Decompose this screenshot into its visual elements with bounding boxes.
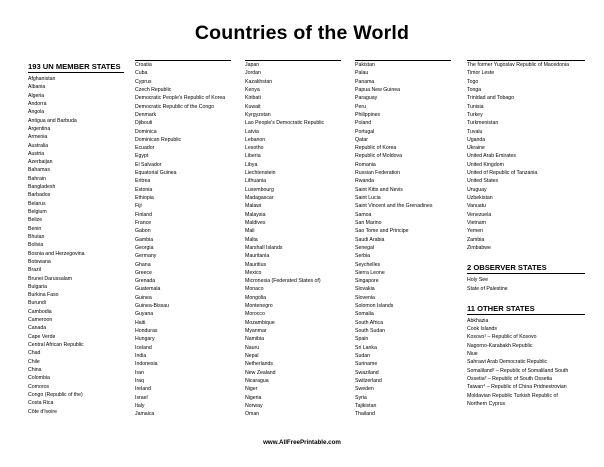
- country-name: Canada: [28, 325, 47, 332]
- country-name: Colombia: [28, 375, 50, 382]
- country-name: Rwanda: [355, 178, 375, 185]
- country-name: Russian Federation: [355, 170, 400, 177]
- country-list: [135, 61, 231, 418]
- country-name: Indonesia: [135, 361, 158, 368]
- country-name: Maldives: [245, 219, 266, 226]
- country-name: Marshall Islands: [245, 244, 283, 251]
- country-name: Northern Cyprus: [467, 400, 506, 407]
- country-name: Netherlands: [245, 361, 273, 368]
- country-name: Ireland: [135, 386, 151, 393]
- country-name: Panama: [355, 78, 375, 85]
- country-name: Abkhazia: [467, 317, 489, 324]
- country-name: Japan: [245, 62, 260, 68]
- country-name: Malawi: [245, 203, 262, 210]
- country-name: Philippines: [355, 111, 381, 118]
- section-rule: [467, 273, 585, 274]
- country-name: El Salvador: [135, 161, 162, 168]
- country-name: Belize: [28, 217, 43, 224]
- country-name: South Africa: [355, 319, 383, 326]
- column-3: [245, 60, 341, 418]
- country-name: Micronesia (Federated States of): [245, 278, 321, 285]
- country-name: Namibia: [245, 336, 265, 343]
- country-name: Solomon Islands: [355, 303, 394, 310]
- country-name: Afghanistan: [28, 76, 56, 82]
- country-name: Malaysia: [245, 211, 266, 218]
- country-name: Israel: [135, 394, 148, 401]
- country-list: [355, 61, 451, 418]
- country-name: Thailand: [355, 411, 375, 418]
- country-name: Dominican Republic: [135, 136, 182, 143]
- country-name: Spain: [355, 336, 369, 343]
- country-name: Romania: [355, 161, 376, 168]
- country-name: State of Palestine: [467, 285, 508, 292]
- section-rule: [467, 314, 585, 315]
- country-name: Cyprus: [135, 78, 152, 85]
- country-name: Republic of Korea: [355, 145, 397, 152]
- country-name: Cape Verde: [28, 333, 56, 340]
- un-member-states-heading: 193 UN MEMBER STATES: [28, 62, 121, 71]
- country-name: Togo: [467, 78, 479, 85]
- country-name: Tajikistan: [355, 402, 377, 409]
- country-name: Liberia: [245, 153, 261, 160]
- country-name: Sri Lanka: [355, 344, 377, 351]
- country-name: Papua New Guinea: [355, 86, 400, 93]
- country-name: Iran: [135, 369, 144, 376]
- other-states-list: [467, 317, 585, 408]
- country-name: Gambia: [135, 236, 154, 243]
- country-name: Luxembourg: [245, 186, 274, 193]
- country-name: Chile: [28, 358, 40, 365]
- country-name: Moldavian Republic Turkish Republic of: [467, 392, 558, 399]
- country-name: San Marino: [355, 219, 382, 226]
- country-name: Democratic People's Republic of Korea: [135, 95, 226, 102]
- country-name: Tunisia: [467, 103, 484, 110]
- country-name: Monaco: [245, 286, 264, 293]
- country-name: Singapore: [355, 278, 379, 285]
- country-name: Italy: [135, 402, 145, 409]
- country-name: Poland: [355, 120, 372, 127]
- country-name: Paraguay: [355, 95, 378, 102]
- country-name: Bahrain: [28, 175, 46, 182]
- country-name: Australia: [28, 142, 49, 149]
- country-name: Austria: [28, 150, 45, 157]
- country-name: Dominica: [135, 128, 157, 135]
- country-name: Mongolia: [245, 294, 267, 301]
- country-name: Equatorial Guinea: [135, 170, 177, 177]
- country-name: Kazakhstan: [245, 78, 273, 85]
- country-name: Georgia: [135, 244, 154, 251]
- country-name: Lesotho: [245, 145, 264, 152]
- country-name: Czech Republic: [135, 86, 172, 93]
- country-name: Uruguay: [467, 186, 487, 193]
- country-name: Finland: [135, 211, 153, 218]
- country-name: Yemen: [467, 228, 483, 235]
- country-name: Ethiopia: [135, 195, 154, 201]
- country-name: Brunei Darussalam: [28, 275, 73, 282]
- country-list: [467, 61, 585, 252]
- country-name: Uganda: [467, 136, 486, 143]
- country-name: Comoros: [28, 383, 50, 390]
- country-name: Vanuatu: [467, 203, 486, 210]
- country-name: Lao People's Democratic Republic: [245, 120, 325, 127]
- country-name: Botswana: [28, 258, 51, 265]
- country-name: Serbia: [355, 253, 370, 260]
- country-name: Holy See: [467, 277, 489, 284]
- country-name: Bulgaria: [28, 283, 48, 290]
- other-states-heading: 11 OTHER STATES: [467, 303, 535, 313]
- page-title: Countries of the World: [194, 22, 410, 44]
- country-list: [28, 75, 124, 416]
- country-name: United States: [467, 178, 499, 185]
- country-name: Bangladesh: [28, 184, 56, 191]
- country-name: Cambodia: [28, 308, 52, 315]
- country-name: Iraq: [135, 377, 144, 384]
- country-name: Trinidad and Tobago: [467, 95, 515, 102]
- country-name: Venezuela: [467, 211, 492, 218]
- country-name: Egypt: [135, 153, 149, 160]
- country-name: Burundi: [28, 300, 46, 307]
- country-name: Uzbekistan: [467, 195, 493, 201]
- country-name: Samoa: [355, 211, 372, 218]
- country-name: Greece: [135, 269, 153, 276]
- country-name: Libya: [245, 161, 258, 168]
- country-name: Portugal: [355, 128, 375, 135]
- country-name: Nauru: [245, 344, 260, 351]
- country-name: Saint Lucia: [355, 195, 381, 201]
- country-name: Republic of Moldova: [355, 153, 403, 160]
- country-name: Bahamas: [28, 167, 50, 174]
- country-name: Saudi Arabia: [355, 236, 385, 243]
- country-name: Slovakia: [355, 286, 375, 293]
- country-name: Haiti: [135, 319, 146, 326]
- footer-url: www.AllFreePrintable.com: [263, 439, 341, 446]
- observer-list: [467, 276, 585, 293]
- country-name: China: [28, 366, 42, 373]
- country-name: Ghana: [135, 261, 151, 268]
- country-name: Côte d'Ivoire: [28, 408, 57, 415]
- country-name: Cuba: [135, 70, 148, 77]
- country-name: Angola: [28, 109, 45, 116]
- country-name: Peru: [355, 103, 366, 110]
- observer-states-heading: 2 OBSERVER STATES: [467, 263, 547, 273]
- country-name: Djibouti: [135, 120, 153, 127]
- country-name: Hungary: [135, 336, 155, 343]
- country-name: Honduras: [135, 328, 158, 334]
- country-name: Liechtenstein: [245, 170, 276, 177]
- country-name: Slovenia: [355, 294, 375, 301]
- country-name: India: [135, 352, 147, 359]
- country-name: Bosnia and Herzegovina: [28, 250, 85, 257]
- country-name: United Arab Emirates: [467, 153, 517, 160]
- country-name: Mozambique: [245, 319, 275, 326]
- country-name: Mauritania: [245, 253, 270, 260]
- country-name: Zambia: [467, 236, 485, 243]
- country-name: Guyana: [135, 311, 154, 318]
- country-name: Estonia: [135, 186, 153, 193]
- country-name: Cook Islands: [467, 326, 497, 333]
- country-name: Denmark: [135, 111, 157, 118]
- country-name: United Kingdom: [467, 161, 504, 168]
- country-name: Tuvalu: [467, 128, 483, 135]
- country-name: Sierra Leone: [355, 269, 385, 276]
- country-name: Morocco: [245, 311, 265, 318]
- country-name: Guinea: [135, 294, 152, 301]
- country-name: Mauritius: [245, 261, 267, 268]
- country-name: France: [135, 219, 152, 226]
- country-name: Azerbaijan: [28, 159, 53, 166]
- country-name: Nagorno-Karabakh Republic: [467, 342, 533, 349]
- country-name: Niue: [467, 351, 478, 358]
- country-name: Barbados: [28, 192, 51, 199]
- country-name: Mali: [245, 228, 255, 235]
- country-name: Malta: [245, 236, 258, 243]
- country-name: Latvia: [245, 128, 259, 135]
- country-name: Iceland: [135, 344, 152, 351]
- country-name: Ossetia³ – Republic of South Ossetia: [467, 376, 553, 382]
- country-name: Albania: [28, 84, 46, 91]
- country-name: Senegal: [355, 244, 375, 251]
- country-name: Cameroon: [28, 317, 53, 324]
- country-name: Costa Rica: [28, 400, 54, 407]
- column-rule: [28, 72, 124, 73]
- country-name: Kiribati: [245, 95, 261, 102]
- country-name: Burkina Faso: [28, 292, 59, 299]
- country-name: Lebanon: [245, 136, 266, 143]
- country-name: Jamaica: [135, 411, 155, 418]
- country-name: Brazil: [28, 267, 41, 274]
- column-1: [28, 60, 124, 416]
- country-name: Saint Vincent and the Grenadines: [355, 203, 433, 210]
- country-name: Niger: [245, 386, 258, 393]
- country-name: Suriname: [355, 361, 378, 368]
- country-name: Lithuania: [245, 178, 267, 185]
- country-name: Taiwan⁴ – Republic of China Pridnestrovian: [467, 384, 567, 391]
- country-name: Croatia: [135, 62, 152, 68]
- country-name: Oman: [245, 411, 260, 418]
- country-name: Pakistan: [355, 62, 375, 68]
- country-name: Belgium: [28, 209, 47, 215]
- country-name: Algeria: [28, 92, 45, 99]
- country-name: Swaziland: [355, 369, 379, 376]
- country-name: Saint Kitts and Nevis: [355, 186, 403, 193]
- country-name: Fiji: [135, 203, 142, 210]
- country-name: Sweden: [355, 386, 374, 393]
- country-name: Argentina: [28, 125, 51, 132]
- country-name: Zimbabwe: [467, 244, 491, 251]
- country-name: Myanmar: [245, 328, 267, 334]
- country-name: Kenya: [245, 86, 260, 93]
- country-name: Sudan: [355, 352, 371, 359]
- country-name: United of Republic of Tanzania: [467, 170, 538, 177]
- country-name: Benin: [28, 225, 42, 232]
- country-name: Gabon: [135, 228, 151, 235]
- country-name: Sao Tome and Principe: [355, 228, 409, 235]
- country-name: Nepal: [245, 352, 259, 359]
- country-name: Sahrawi Arab Democratic Republic: [467, 359, 548, 366]
- country-name: Vietnam: [467, 219, 486, 226]
- country-name: Guatemala: [135, 286, 161, 293]
- country-name: Democratic Republic of the Congo: [135, 103, 215, 110]
- country-name: Turkmenistan: [467, 120, 499, 127]
- country-name: Kosovo¹ – Republic of Kosovo: [467, 334, 537, 341]
- country-name: Armenia: [28, 134, 48, 141]
- country-name: Bolivia: [28, 242, 44, 249]
- country-name: Nicaragua: [245, 377, 269, 384]
- country-name: Turkey: [467, 111, 483, 118]
- column-4: [355, 60, 451, 418]
- country-name: Norway: [245, 402, 263, 409]
- country-name: Somalia: [355, 311, 374, 318]
- country-name: Kuwait: [245, 103, 261, 110]
- country-name: Antigua and Barbuda: [28, 117, 77, 124]
- country-name: Nigeria: [245, 394, 262, 401]
- country-name: Montenegro: [245, 303, 273, 310]
- country-name: Congo (Republic of the): [28, 391, 83, 398]
- country-name: Switzerland: [355, 377, 382, 384]
- country-name: Andorra: [28, 100, 47, 107]
- country-name: Grenada: [135, 278, 156, 285]
- column-2: [135, 60, 231, 418]
- country-name: Somaliland² – Republic of Somaliland South: [467, 367, 569, 374]
- country-name: New Zealand: [245, 369, 276, 376]
- country-name: Qatar: [355, 136, 368, 143]
- country-name: Syria: [355, 394, 367, 401]
- country-name: Central African Republic: [28, 342, 84, 348]
- country-name: Kyrgyzstan: [245, 111, 271, 118]
- country-name: Germany: [135, 253, 157, 260]
- country-name: Tonga: [467, 86, 482, 93]
- country-name: Chad: [28, 350, 41, 357]
- country-list: [245, 61, 341, 418]
- country-name: Belarus: [28, 200, 46, 207]
- country-name: Palau: [355, 70, 369, 77]
- country-name: Madagascar: [245, 195, 274, 201]
- country-name: Jordan: [245, 70, 261, 77]
- country-name: Mexico: [245, 269, 262, 276]
- country-name: The former Yugoslav Republic of Macedonia: [467, 62, 569, 68]
- country-name: Timor Leste: [467, 70, 495, 77]
- country-name: South Sudan: [355, 328, 385, 334]
- country-name: Guinea-Bissau: [135, 303, 170, 310]
- country-name: Seychelles: [355, 261, 381, 268]
- column-5: [467, 60, 585, 408]
- country-name: Bhutan: [28, 233, 45, 240]
- country-name: Eritrea: [135, 178, 151, 185]
- country-name: Ukraine: [467, 145, 485, 152]
- country-name: Ecuador: [135, 145, 155, 152]
